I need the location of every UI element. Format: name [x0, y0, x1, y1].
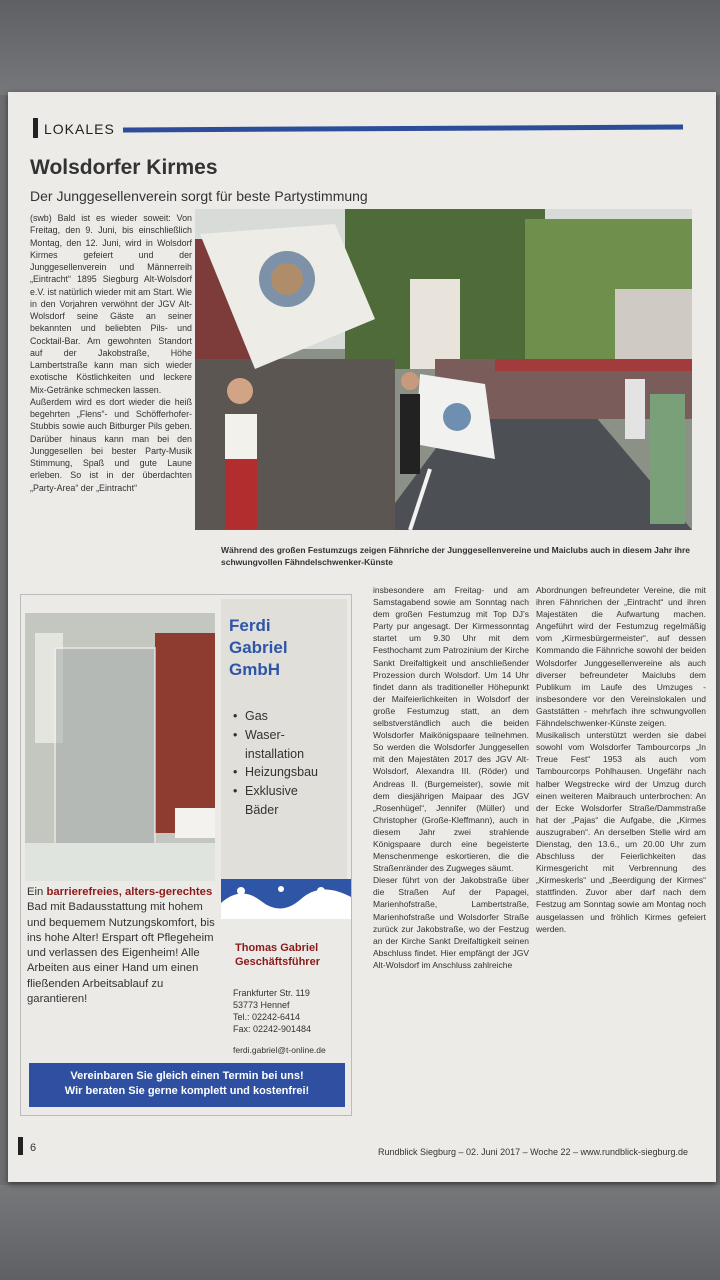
company-line: Gabriel — [229, 638, 288, 657]
newspaper-page — [8, 92, 716, 1182]
phone: Tel.: 02242-6414 — [233, 1012, 301, 1022]
ad-contact-person — [235, 941, 320, 969]
footer-marker — [18, 1137, 23, 1155]
article-column-2 — [373, 584, 529, 971]
address-city: 53773 Hennef — [233, 1000, 290, 1010]
advertisement — [20, 594, 352, 1116]
section-rule — [123, 125, 683, 133]
paragraph: Musikalisch unterstützt werden sie dabei sowohl vom Wolsdorfer Tambourcorps „In Treue Fest“ 1953 als auch vom Tambourcorps Pohlhausen. Ungefähr nach halber Wegstrecke wird der Umzug durch einen weiteren Maibrauch unterbrochen: An der Ecke Wolsdorfer Straße/Dammstraße hat der „Pajas“ die Aufgabe, die „Kirmes auszugraben“. An derselben Stelle wird am Dienstag, den 13.6., um 20.00 Uhr zum Abschluss der Feierlichkeiten das Kirmesgericht mit Verbrennung des „Kirmeskerls“ und „Beerdigung der Kirmes“ stattfinden. Zuvor aber darf nach dem Festzug am Sonntag sowie am Montag noch ausgelassen und fröhlich Kirmes gefeiert werden. — [536, 730, 706, 934]
paragraph: Abordnungen befreundeter Vereine, die mit ihren Fähnrichen der „Eintracht“ und ihren Majestäten die Aufwartung machen. Angeführt wird der Festumzug regelmäßig vom „Kirmesbürgermeister“, auf dessen Kommando die Fähnriche sowohl der beiden Wolsdorfer Junggesellenvereine als auch diverser befreundeter Maiclubs dem Publikum im Laufe des Umzuges - insbesondere vor den Vereinslokalen und Gaststätten - mehrfach ihre schwungvollen Fähndelschwenker-Künste zeigen. — [536, 585, 706, 729]
page-number: 6 — [30, 1142, 37, 1154]
section-marker — [33, 118, 38, 138]
service-item: • Gas — [233, 707, 318, 726]
company-line: Ferdi — [229, 616, 271, 635]
service-item-continued: installation — [245, 746, 305, 761]
footer-info: Rundblick Siegburg – 02. Juni 2017 – Woche 22 – www.rundblick-siegburg.de — [378, 1147, 689, 1157]
desk-background-top — [0, 0, 720, 95]
address-street: Frankfurter Str. 119 — [233, 988, 310, 998]
ad-email: ferdi.gabriel@t-online.de — [233, 1045, 326, 1055]
paragraph: Dieser führt von der Jakobstraße über die Straßen Auf der Papagei, Marienhofstraße, Lambertstraße, Marienhofstraße und Wolsdorfer Straße zurück zur Jakobstraße, wo der Festzug an der Kirche Sankt Dreifaltigkeit seinen Abschluss findet. Hier empfängt der JGV Alt-Wolsdorf im Anschluss zahlreiche — [373, 875, 529, 970]
banner-line: Wir beraten Sie gerne komplett und kostenfrei! — [64, 1085, 310, 1097]
promo-pre: Ein — [27, 886, 47, 898]
promo-highlight: barrierefreies, alters-gerechtes — [46, 886, 213, 898]
service-item: • Waser- — [233, 726, 318, 745]
paragraph: Außerdem wird es dort wieder die heiß begehrten „Flens“- und Schöfferhofer-Stubbis sowie auch Bitburger Pils geben. Darüber hinaus kann man bei den Junggesellen bei bester Party-Musik Stimmung, Spaß und gute Laune erleben. So ist in der überdachten „Party-Area“ der „Eintracht“ — [30, 396, 192, 493]
service-item: • Exklusive — [233, 782, 318, 801]
photo-caption: Während des großen Festumzugs zeigen Fähnriche der Junggesellenvereine und Maiclubs auch in diesem Jahr ihre schwungvollen Fähndelschwenker-Künste — [221, 545, 691, 567]
article-subheadline: Der Junggesellenverein sorgt für beste Partystimmung — [30, 188, 368, 204]
paragraph: (swb) Bald ist es wieder soweit: Von Freitag, den 9. Juni, bis einschließlich Montag, den 12. Juni, wird in Wolsdorf Kirmes gefeiert und der Junggesellenverein und Männerreih „Eintracht“ 1895 Siegburg Alt-Wolsdorf e.V. ist natürlich wieder mit am Start. Wie in den Vorjahren verwöhnt der JGV Alt-Wolsdorf seine Gäste an seiner bekannten und beliebten Pils- und Cocktail-Bar. Am gewohnten Standort auf der Jakobstraße, Höhe Lambertstraße kann man sich wieder exotische Köstlichkeiten und leckere Mix-Getränke schmecken lassen. — [30, 213, 192, 395]
festival-photo-drawing — [195, 209, 692, 530]
person-title: Geschäftsführer — [235, 956, 320, 968]
fax: Fax: 02242-901484 — [233, 1024, 312, 1034]
company-line: GmbH — [229, 660, 280, 679]
ad-promo-text — [27, 885, 215, 1007]
person-name: Thomas Gabriel — [235, 942, 319, 954]
ad-services-list — [233, 707, 318, 820]
desk-background-bottom — [0, 1185, 720, 1280]
ad-company-name — [229, 615, 288, 681]
ad-cta-banner — [29, 1063, 345, 1107]
paragraph: insbesondere am Freitag- und am Samstagabend sowie am Sonntag nach dem großen Festumzug mit Top DJ’s Party pur angesagt. Der Kirmessonntag startet um 9.30 Uhr mit dem Festhochamt zum Patrozinium der Kirche Sankt Dreifaltigkeit und anschließender Prozession durch Wolsdorf. Um 14 Uhr findet dann als traditioneller Höhepunkt der Maifeierlichkeiten in Wolsdorf der große Festumzug statt, an dem selbstverständlich auch die beiden Wolsdorfer Maikönigspaare teilnehmen. So werden die Wolsdorfer Junggesellen mit den Majestäten 2017 des JGV Alt-Wolsdorf, Alexandra III. (Röder) und Andreas II. (Burgemeister), sowie mit dem diesjährigen Maipaar des JGV „Rosenhügel“, Jennifer (Müller) und Christopher (Große-Kleffmann), auch in diesem Jahr zwei strahlende Königspaare durch eine begeisterte Menschenmenge eskortieren, die die Straßenränder des Zugweges säumt. — [373, 585, 529, 874]
service-item-continued: Bäder — [245, 802, 279, 817]
article-column-1 — [30, 212, 192, 494]
banner-line: Vereinbaren Sie gleich einen Termin bei uns! — [70, 1070, 304, 1082]
water-splash-graphic — [221, 879, 351, 919]
promo-body: Bad mit Badausstattung mit hohem und bequemem Nutzungskomfort, bis ins hohe Alter! Erspart oft Pflegeheim und verlassen des Eigenheim! Alle Arbeiten aus einer Hand um einen fließenden Arbeitsablauf zu garantieren! — [27, 901, 215, 1006]
ad-address — [233, 987, 311, 1035]
section-label: LOKALES — [44, 121, 115, 137]
article-headline: Wolsdorfer Kirmes — [30, 156, 218, 179]
service-item: • Heizungsbau — [233, 763, 318, 782]
ad-bathroom-photo — [25, 613, 215, 881]
shower-illustration — [25, 613, 215, 881]
article-column-3 — [536, 584, 706, 935]
festival-photo — [195, 209, 692, 530]
